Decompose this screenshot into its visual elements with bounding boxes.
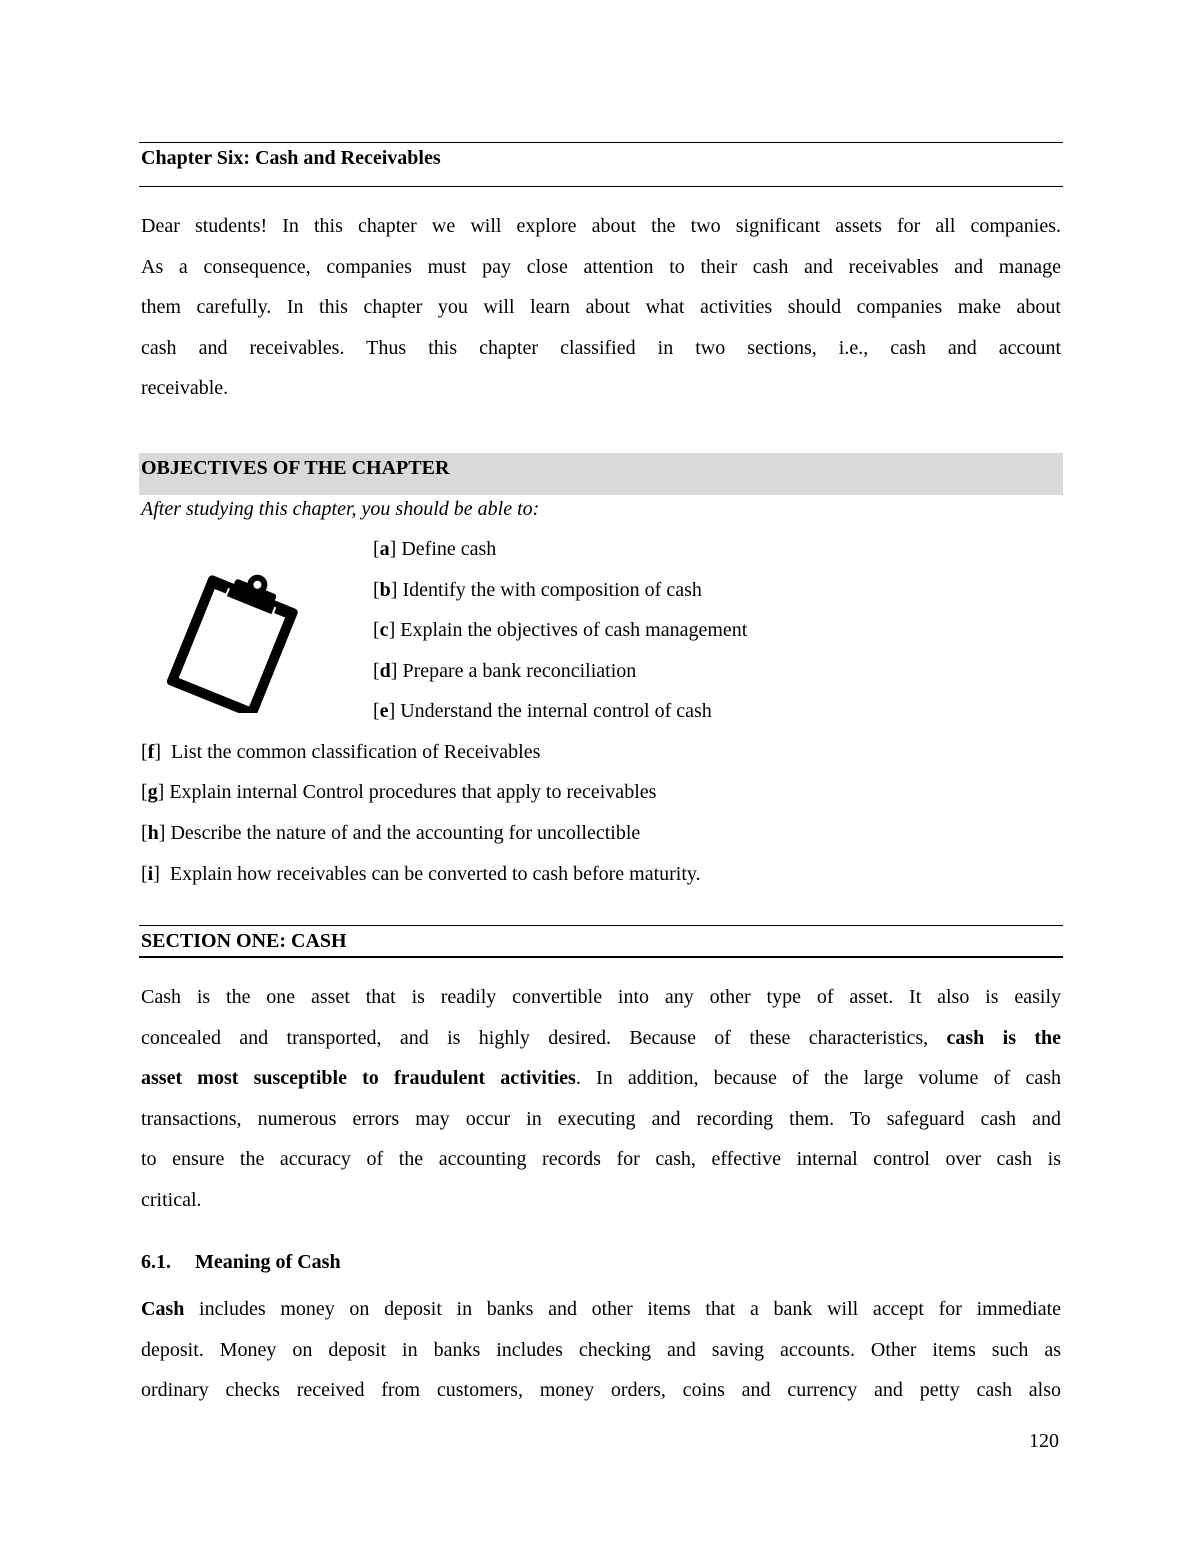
intro-line: Dear students! In this chapter we will explore about the two significant assets for all companies. (141, 215, 1061, 237)
cash-line: transactions, numerous errors may occur in executing and recording them. To safeguard cash and (141, 1107, 1061, 1130)
objective-item: [g] Explain internal Control procedures that apply to receivables (141, 781, 657, 803)
top-rule (139, 142, 1063, 143)
intro-line: cash and receivables. Thus this chapter classified in two sections, i.e., cash and account (141, 336, 1061, 359)
section-heading: SECTION ONE: CASH (141, 930, 347, 952)
cash-line: to ensure the accuracy of the accounting records for cash, effective internal control over cash is (141, 1148, 1061, 1170)
meaning-paragraph (141, 1289, 1061, 1411)
meaning-line: Cash includes money on deposit in banks and other items that a bank will accept for immediate (141, 1298, 1061, 1320)
title-bottom-rule (139, 186, 1063, 187)
chapter-title: Chapter Six: Cash and Receivables (141, 147, 441, 169)
intro-line: them carefully. In this chapter you will learn about what activities should companies make about (141, 296, 1061, 318)
meaning-line: deposit. Money on deposit in banks includes checking and saving accounts. Other items such as (141, 1338, 1061, 1361)
document-page (139, 0, 1063, 1553)
objectives-heading: OBJECTIVES OF THE CHAPTER (141, 457, 450, 479)
objective-item: [e] Understand the internal control of cash (373, 700, 712, 722)
cash-paragraph (141, 977, 1061, 1220)
meaning-line: ordinary checks received from customers, money orders, coins and currency and petty cash also (141, 1379, 1061, 1401)
intro-line: As a consequence, companies must pay close attention to their cash and receivables and manage (141, 255, 1061, 278)
objective-item: [h] Describe the nature of and the accounting for uncollectible (141, 822, 641, 844)
section-top-rule (139, 925, 1063, 926)
intro-paragraph (141, 206, 1061, 409)
section-bottom-rule (139, 956, 1063, 958)
objective-item: [a] Define cash (373, 538, 497, 560)
objectives-intro: After studying this chapter, you should be able to: (141, 498, 540, 520)
objective-item: [c] Explain the objectives of cash management (373, 619, 748, 641)
clipboard-icon (149, 568, 319, 713)
intro-line: receivable. (141, 377, 229, 399)
cash-line: Cash is the one asset that is readily convertible into any other type of asset. It also is easily (141, 986, 1061, 1008)
objective-item: [i] Explain how receivables can be converted to cash before maturity. (141, 863, 701, 885)
objective-item: [f] List the common classification of Receivables (141, 741, 541, 763)
cash-line: asset most susceptible to fraudulent activities. In addition, because of the large volume of cash (141, 1067, 1062, 1089)
objective-item: [b] Identify the with composition of cash (373, 579, 702, 601)
cash-line: critical. (141, 1188, 202, 1211)
cash-line: concealed and transported, and is highly desired. Because of these characteristics, cash is the (141, 1026, 1062, 1049)
objective-item: [d] Prepare a bank reconciliation (373, 660, 637, 682)
subsection-heading: 6.1. Meaning of Cash (141, 1251, 341, 1273)
page-number: 120 (1029, 1430, 1059, 1452)
